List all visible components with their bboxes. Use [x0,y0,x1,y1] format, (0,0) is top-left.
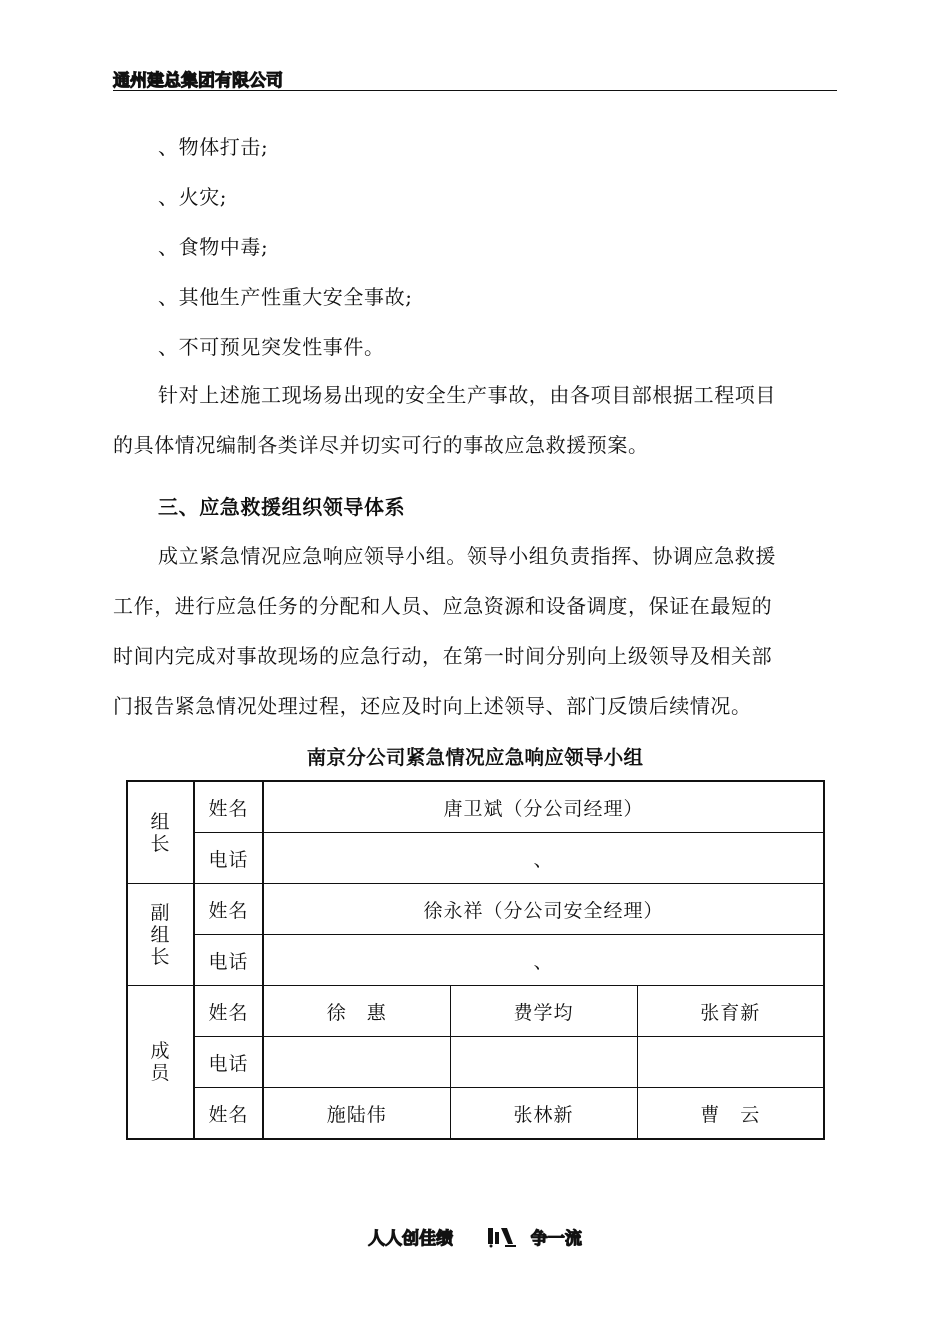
deputy-name: 徐永祥（分公司安全经理） [263,884,824,935]
member-name: 曹 云 [637,1088,824,1140]
member-name: 徐 惠 [263,986,450,1037]
table-row [127,1037,824,1088]
list-item: 、食物中毒; [158,235,269,259]
deputy-phone-label: 电话 [194,935,263,986]
member-name: 张育新 [637,986,824,1037]
members-phone-label: 电话 [194,1037,263,1088]
member-name: 施陆伟 [263,1088,450,1140]
list-item: 、其他生产性重大安全事故; [158,285,413,309]
table-title: 南京分公司紧急情况应急响应领导小组 [306,746,644,769]
list-item: 、不可预见突发性事件。 [158,335,385,359]
members-name-label: 姓名 [194,986,263,1037]
company-logo-icon [485,1225,519,1254]
leader-phone: 、 [263,833,824,884]
member-name: 费学均 [450,986,637,1037]
deputy-phone: 、 [263,935,824,986]
header-company-name: 通州建总集团有限公司 [113,71,283,91]
table-row [127,833,824,884]
member-phone [450,1037,637,1088]
footer-slogan-right: 争一流 [530,1229,582,1249]
footer-slogan-left: 人人创佳绩 [368,1229,454,1249]
footer-slogan [0,1224,950,1254]
leader-name: 唐卫斌（分公司经理） [263,781,824,833]
paragraph1-line1: 针对上述施工现场易出现的安全生产事故，由各项目部根据工程项目 [158,383,776,407]
table-row [127,884,824,935]
list-item: 、火灾; [158,185,228,209]
table-row [127,986,824,1037]
list-item: 、物体打击; [158,135,269,159]
table-row [127,935,824,986]
leader-phone-label: 电话 [194,833,263,884]
member-name: 张林新 [450,1088,637,1140]
deputy-group-label: 副组长 [127,884,194,986]
paragraph2-line2: 工作，进行应急任务的分配和人员、应急资源和设备调度，保证在最短的 [113,594,773,618]
paragraph1-line2: 的具体情况编制各类详尽并切实可行的事故应急救援预案。 [113,433,649,457]
paragraph2-line1: 成立紧急情况应急响应领导小组。领导小组负责指挥、协调应急救援 [158,544,776,568]
table-row [127,781,824,833]
table-row [127,1088,824,1140]
leader-name-label: 姓名 [194,781,263,833]
members-name-label: 姓名 [194,1088,263,1140]
paragraph2-line3: 时间内完成对事故现场的应急行动，在第一时间分别向上级领导及相关部 [113,644,773,668]
header-rule [113,90,837,91]
section-heading: 三、应急救援组织领导体系 [158,495,406,519]
leader-group-label: 组长 [127,781,194,884]
leadership-table [126,780,825,1140]
member-phone [263,1037,450,1088]
deputy-name-label: 姓名 [194,884,263,935]
members-group-label: 成员 [127,986,194,1140]
member-phone [637,1037,824,1088]
paragraph2-line4: 门报告紧急情况处理过程，还应及时向上述领导、部门反馈后续情况。 [113,694,752,718]
